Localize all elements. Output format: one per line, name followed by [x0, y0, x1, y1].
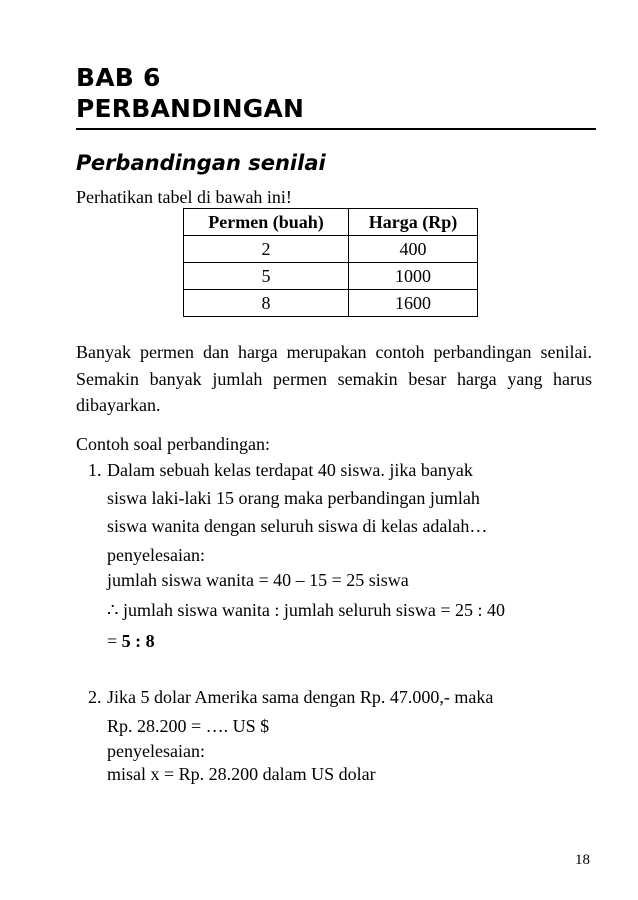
problem-2-line: misal x = Rp. 28.200 dalam US dolar — [107, 764, 376, 784]
table-row — [184, 236, 478, 263]
problem-2-line: Jika 5 dolar Amerika sama dengan Rp. 47.000,- maka — [107, 687, 494, 707]
table-cell: 400 — [349, 236, 478, 263]
problem-1-line: penyelesaian: — [107, 545, 205, 565]
problem-1-number: 1. — [88, 460, 102, 480]
table-row — [184, 290, 478, 317]
table-cell: 8 — [184, 290, 349, 317]
problem-1-answer — [107, 630, 155, 652]
problem-2-line: Rp. 28.200 = …. US $ — [107, 716, 270, 736]
price-table — [183, 208, 478, 317]
table-cell: 2 — [184, 236, 349, 263]
table-header-row — [184, 209, 478, 236]
problem-1-line: ∴ jumlah siswa wanita : jumlah seluruh siswa = 25 : 40 — [107, 600, 506, 620]
table-cell: 1600 — [349, 290, 478, 317]
intro-text: Perhatikan tabel di bawah ini! — [76, 187, 292, 207]
problem-1-line: siswa laki-laki 15 orang maka perbandingan jumlah — [107, 488, 480, 508]
table-header: Permen (buah) — [184, 209, 349, 236]
table-header: Harga (Rp) — [349, 209, 478, 236]
answer-prefix: = — [107, 631, 122, 651]
answer-value: 5 : 8 — [121, 631, 155, 651]
problem-2-line: penyelesaian: — [107, 741, 205, 761]
table-cell: 1000 — [349, 263, 478, 290]
table-cell: 5 — [184, 263, 349, 290]
problem-1-line: jumlah siswa wanita = 40 – 15 = 25 siswa — [107, 570, 409, 590]
title-rule — [76, 128, 596, 130]
chapter-title: PERBANDINGAN — [76, 94, 305, 123]
chapter-number: BAB 6 — [76, 63, 161, 92]
problem-1-line: siswa wanita dengan seluruh siswa di kelas adalah… — [107, 516, 488, 536]
explanation-paragraph: Banyak permen dan harga merupakan contoh perbandingan senilai. Semakin banyak jumlah permen semakin besar harga yang harus dibayarkan. — [76, 342, 592, 415]
section-title: Perbandingan senilai — [76, 151, 326, 175]
problem-2-number: 2. — [88, 687, 102, 707]
page-number: 18 — [575, 852, 590, 868]
table-row — [184, 263, 478, 290]
examples-heading: Contoh soal perbandingan: — [76, 434, 270, 454]
problem-1-line: Dalam sebuah kelas terdapat 40 siswa. jika banyak — [107, 460, 473, 480]
